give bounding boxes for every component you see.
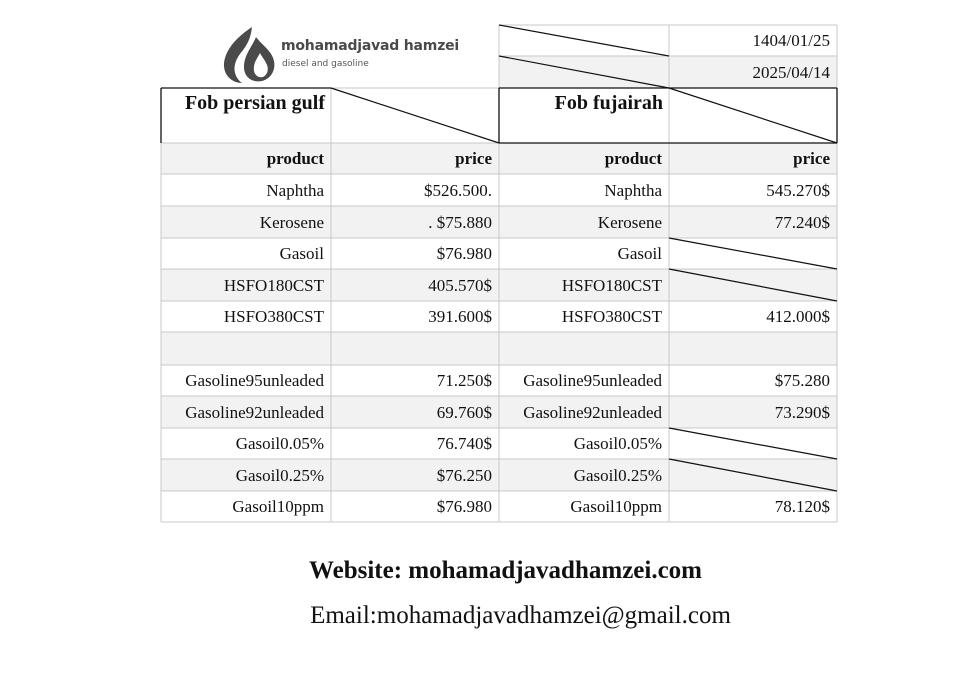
cell-fj-price: $75.280 [774, 371, 830, 390]
diagonal-strike [669, 88, 837, 143]
cell-fj-price: 78.120$ [774, 497, 830, 516]
cell-pg-product: Kerosene [259, 212, 324, 232]
cell-pg-product: Gasoline95unleaded [185, 371, 324, 390]
col-header-product-pg: product [266, 149, 324, 168]
cell-pg-product: Gasoil0.05% [235, 434, 324, 453]
date-gregorian: 2025/04/14 [752, 62, 830, 82]
cell-pg-product: Gasoil10ppm [232, 497, 324, 516]
email-line: Email:mohamadjavadhamzei@gmail.com [310, 602, 731, 629]
cell-fj-product [499, 332, 669, 365]
diagonal-strike [331, 88, 499, 143]
cell-pg-product: HSFO380CST [223, 307, 324, 326]
cell-pg-product: Gasoil [279, 244, 324, 263]
cell-pg-product [161, 332, 331, 365]
cell-pg-price: 76.740$ [436, 434, 492, 453]
cell-pg-product: Naphtha [266, 180, 324, 200]
brand-name: mohamadjavad hamzei [281, 38, 460, 54]
cell-pg-price: $76.250 [436, 465, 492, 485]
price-sheet [161, 25, 837, 522]
cell-pg-price: $76.980 [436, 244, 492, 263]
cell-pg-price: 71.250$ [436, 371, 492, 390]
cell-pg-price: 391.600$ [428, 307, 492, 326]
section-title-fujairah: Fob fujairah [554, 92, 663, 114]
cell-fj-price: 412.000$ [766, 307, 830, 326]
brand-tagline: diesel and gasoline [282, 59, 369, 69]
col-header-price-fj: price [793, 149, 830, 168]
cell-fj-price [669, 269, 837, 301]
cell-fj-price [669, 428, 837, 459]
cell-fj-price: 73.290$ [774, 402, 830, 422]
cell-pg-price: $526.500. [424, 180, 492, 200]
col-header-product-fj: product [604, 149, 662, 168]
cell-fj-product: Gasoil0.05% [573, 434, 662, 453]
date-persian: 1404/01/25 [752, 31, 830, 50]
diagonal-strike [499, 25, 669, 56]
website-line: Website: mohamadjavadhamzei.com [308, 557, 703, 584]
col-header-price-pg: price [455, 149, 492, 168]
diagonal-strike [499, 56, 669, 88]
cell-fj-price [669, 238, 837, 269]
cell-pg-price: $76.980 [436, 497, 492, 516]
cell-fj-price [669, 332, 837, 365]
cell-fj-product: Gasoline92unleaded [523, 402, 662, 422]
cell-fj-price: 545.270$ [766, 180, 830, 200]
cell-fj-product: Naphtha [604, 180, 662, 200]
cell-fj-product: Kerosene [597, 212, 662, 232]
cell-pg-price: 69.760$ [436, 402, 492, 422]
cell-fj-product: Gasoil [617, 244, 662, 263]
cell-fj-product: Gasoline95unleaded [523, 371, 662, 390]
cell-fj-product: Gasoil0.25% [573, 465, 662, 485]
cell-fj-product: HSFO380CST [561, 307, 662, 326]
cell-pg-product: HSFO180CST [223, 275, 324, 295]
cell-pg-price: 405.570$ [428, 275, 492, 295]
cell-fj-product: HSFO180CST [561, 275, 662, 295]
cell-pg-price [331, 332, 499, 365]
cell-pg-product: Gasoil0.25% [235, 465, 324, 485]
cell-pg-product: Gasoline92unleaded [185, 402, 324, 422]
section-title-persian-gulf: Fob persian gulf [184, 92, 325, 114]
cell-fj-price: 77.240$ [774, 212, 830, 232]
cell-fj-product: Gasoil10ppm [570, 497, 662, 516]
cell-fj-price [669, 459, 837, 491]
cell-pg-price: . $75.880 [428, 212, 492, 232]
